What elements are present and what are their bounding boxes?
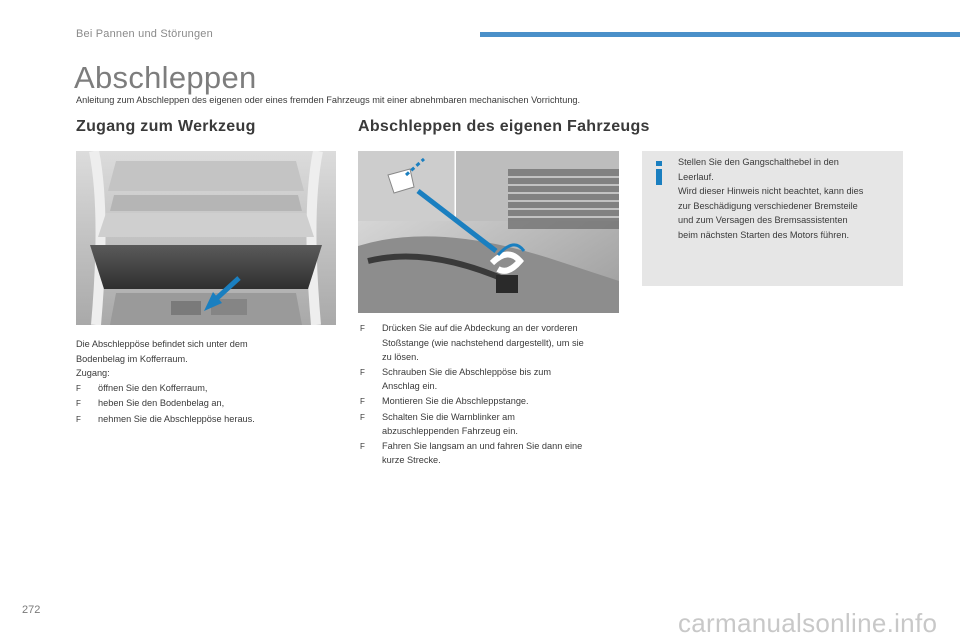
list-item [360, 321, 630, 365]
running-header: Bei Pannen und Störungen [76, 28, 213, 40]
bullet-mark: F [76, 383, 81, 393]
list-item [76, 412, 336, 428]
list-item-line: abzuschleppenden Fahrzeug ein. [382, 426, 518, 437]
section-heading-tool-access: Zugang zum Werkzeug [76, 118, 256, 135]
list-item-line: Drücken Sie auf die Abdeckung an der vorderen [382, 323, 578, 333]
list-item-line: kurze Strecke. [382, 455, 441, 466]
list-item-line: zu lösen. [382, 352, 419, 363]
list-item-text [382, 394, 630, 410]
list-item [360, 394, 630, 410]
list-item-text: öffnen Sie den Kofferraum, [98, 382, 208, 393]
info-line: Leerlauf. [678, 171, 714, 182]
bullet-mark: F [360, 412, 365, 422]
list-item [76, 381, 336, 397]
list-item [76, 396, 336, 412]
page-title: Abschleppen [74, 60, 257, 95]
info-line: beim nächsten Starten des Motors führen. [678, 229, 850, 240]
section1-line: Zugang: [76, 368, 110, 379]
list-item-line: Schalten Sie die Warnblinker am [382, 411, 515, 422]
info-line: Stellen Sie den Gangschalthebel in den [678, 157, 839, 167]
list-item-line: Montieren Sie die Abschleppstange. [382, 395, 529, 406]
intro-text: Anleitung zum Abschleppen des eigenen oder eines fremden Fahrzeugs mit einer abnehmbaren mechanischen Vorrichtung. [76, 95, 581, 105]
section1-line: Die Abschleppöse befindet sich unter dem [76, 339, 248, 349]
list-item [360, 410, 630, 439]
section-heading-own-vehicle: Abschleppen des eigenen Fahrzeugs [358, 118, 650, 135]
list-item-text [382, 439, 630, 468]
list-item-text [382, 365, 630, 394]
info-line: zur Beschädigung verschiedener Bremsteile [678, 200, 858, 211]
bullet-mark: F [360, 324, 365, 333]
section1-body [76, 337, 336, 428]
bullet-mark: F [360, 396, 365, 406]
bullet-mark: F [76, 399, 81, 409]
list-item-text: nehmen Sie die Abschleppöse heraus. [98, 413, 255, 424]
bullet-mark: F [76, 414, 81, 424]
trunk-illustration [76, 151, 336, 325]
front-bumper-illustration [358, 151, 619, 313]
header-accent-bar [480, 32, 960, 37]
list-item-line: Stoßstange (wie nachstehend dargestellt), um sie [382, 337, 584, 348]
bullet-mark: F [360, 441, 365, 451]
info-line: und zum Versagen des Bremsassistenten [678, 215, 848, 226]
section2-body [360, 321, 630, 468]
list-item-text [382, 410, 630, 439]
info-icon [655, 161, 663, 185]
bullet-mark: F [360, 367, 365, 377]
info-note-box [642, 151, 903, 286]
list-item-text [382, 321, 630, 365]
section1-line: Bodenbelag im Kofferraum. [76, 353, 188, 364]
list-item-text: heben Sie den Bodenbelag an, [98, 398, 225, 409]
page-number: 272 [22, 604, 41, 616]
list-item-line: Fahren Sie langsam an und fahren Sie dann eine [382, 440, 583, 451]
list-item [360, 365, 630, 394]
info-note-text [678, 155, 900, 243]
list-item [360, 439, 630, 468]
info-line: Wird dieser Hinweis nicht beachtet, kann dies [678, 186, 864, 197]
watermark: carmanualsonline.info [678, 608, 938, 638]
list-item-line: Schrauben Sie die Abschleppöse bis zum [382, 366, 552, 377]
list-item-line: Anschlag ein. [382, 381, 438, 392]
